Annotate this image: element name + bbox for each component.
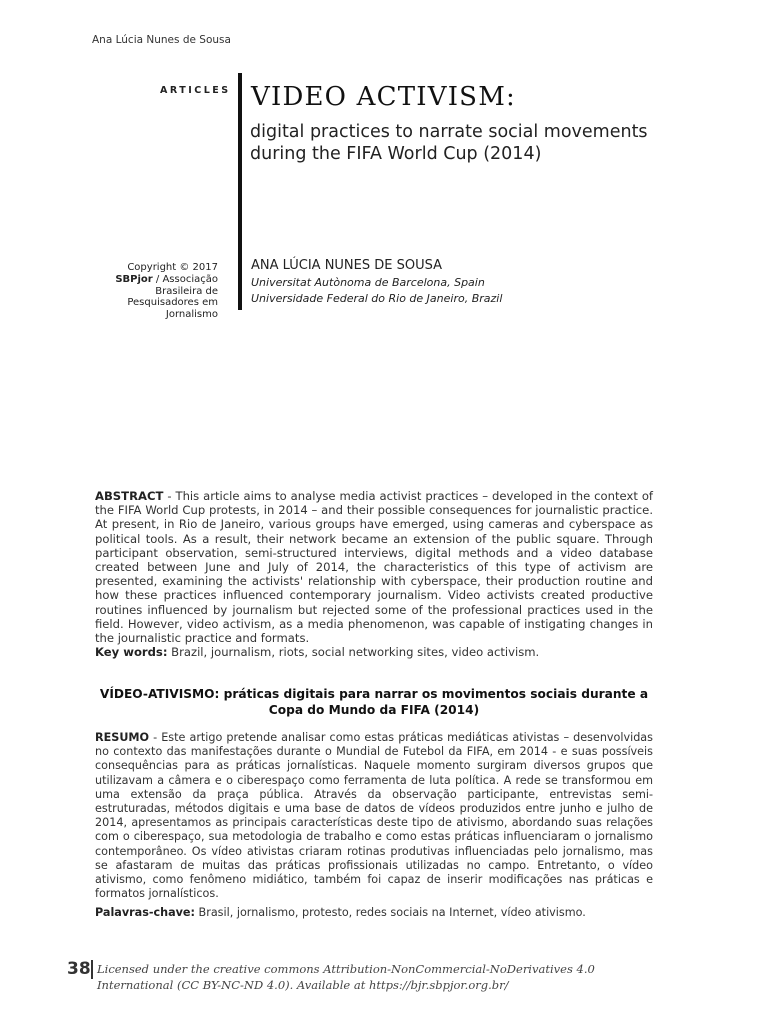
vertical-divider xyxy=(238,73,242,310)
resumo-text: - Este artigo pretende analisar como estas práticas mediáticas ativistas – desenvolvidas no contexto das manifestações durante o Mundial de Futebol da FIFA, em 2014 - e suas possíveis consequências para as práticas jornalísticas. Naquele momento surgiram diversos grupos que utilizavam a câmera e o ciberespaço como ferramenta de luta política. A rede se transformou em uma extensão da praça pública. Através da observação participante, entrevistas semi-estruturadas, métodos digitais e uma base de datos de vídeos produzidos entre junho e julho de 2014, apresentamos as principais características deste tipo de ativismo, abordando suas relações com o ciberespaço, sua metodologia de trabalho e como estas práticas influenciaram o jornalismo contemporâneo. Os vídeo ativistas criaram rotinas produtivas influenciadas pelo jornalismo, mas se afastaram de muitas das práticas profissionais utilizadas no campo. Entretanto, o vídeo ativismo, como fenômeno midiático, também foi capaz de inserir modificações nas práticas e formatos jornalísticos. xyxy=(95,731,653,901)
copyright-org: SBPjor xyxy=(115,273,153,285)
copyright-org-rest: / Associação Brasileira de Pesquisadores em Jornalismo xyxy=(127,273,218,321)
running-head: Ana Lúcia Nunes de Sousa xyxy=(92,34,231,46)
author-affiliation-2: Universidade Federal do Rio de Janeiro, Brazil xyxy=(251,292,503,305)
portuguese-title: VÍDEO-ATIVISMO: práticas digitais para narrar os movimentos sociais durante a Copa do Mundo da FIFA (2014) xyxy=(99,687,649,717)
palavras-chave-text: Brasil, jornalismo, protesto, redes sociais na Internet, vídeo ativismo. xyxy=(195,906,586,919)
article-title: VIDEO ACTIVISM: xyxy=(251,82,516,112)
abstract-paragraph xyxy=(95,489,653,645)
keywords-text: Brazil, journalism, riots, social networking sites, video activism. xyxy=(167,645,540,659)
palavras-chave-label: Palavras-chave: xyxy=(95,906,195,919)
abstract-text: - This article aims to analyse media activist practices – developed in the context of the FIFA World Cup protests, in 2014 – and their possible consequences for journalistic practice. At present, in Rio de Janeiro, various groups have emerged, using cameras and cyberspace as political tools. As a result, their network became an extension of the public square. Through participant observation, semi-structured interviews, digital methods and a video database created between June and July of 2014, the characteristics of this type of activism are presented, examining the activists' relationship with cyberspace, their production routine and how these practices influenced contemporary journalism. Video activists created productive routines influenced by journalism but rejected some of the professional practices used in the field. However, video activism, as a media phenomenon, was capable of instigating changes in the journalistic practice and formats. xyxy=(95,489,653,646)
resumo-label: RESUMO xyxy=(95,731,150,744)
section-label: ARTICLES xyxy=(160,85,231,96)
article-subtitle: digital practices to narrate social movements during the FIFA World Cup (2014) xyxy=(250,122,648,164)
license-notice: Licensed under the creative commons Attribution-NonCommercial-NoDerivatives 4.0 International (CC BY-NC-ND 4.0). Available at https://bjr.sbpjor.org.br/ xyxy=(97,962,595,992)
author-affiliation-1: Universitat Autònoma de Barcelona, Spain xyxy=(251,276,485,289)
abstract-label: ABSTRACT xyxy=(95,489,164,503)
page-number: 38 xyxy=(67,959,91,979)
keywords-label: Key words: xyxy=(95,645,168,659)
footer-divider xyxy=(91,960,93,979)
copyright-line: Copyright © 2017 xyxy=(127,262,218,273)
author-name: ANA LÚCIA NUNES DE SOUSA xyxy=(251,258,442,273)
palavras-chave-line xyxy=(95,906,653,919)
keywords-line xyxy=(95,645,653,659)
copyright-notice xyxy=(86,262,218,321)
resumo-paragraph xyxy=(95,731,653,901)
